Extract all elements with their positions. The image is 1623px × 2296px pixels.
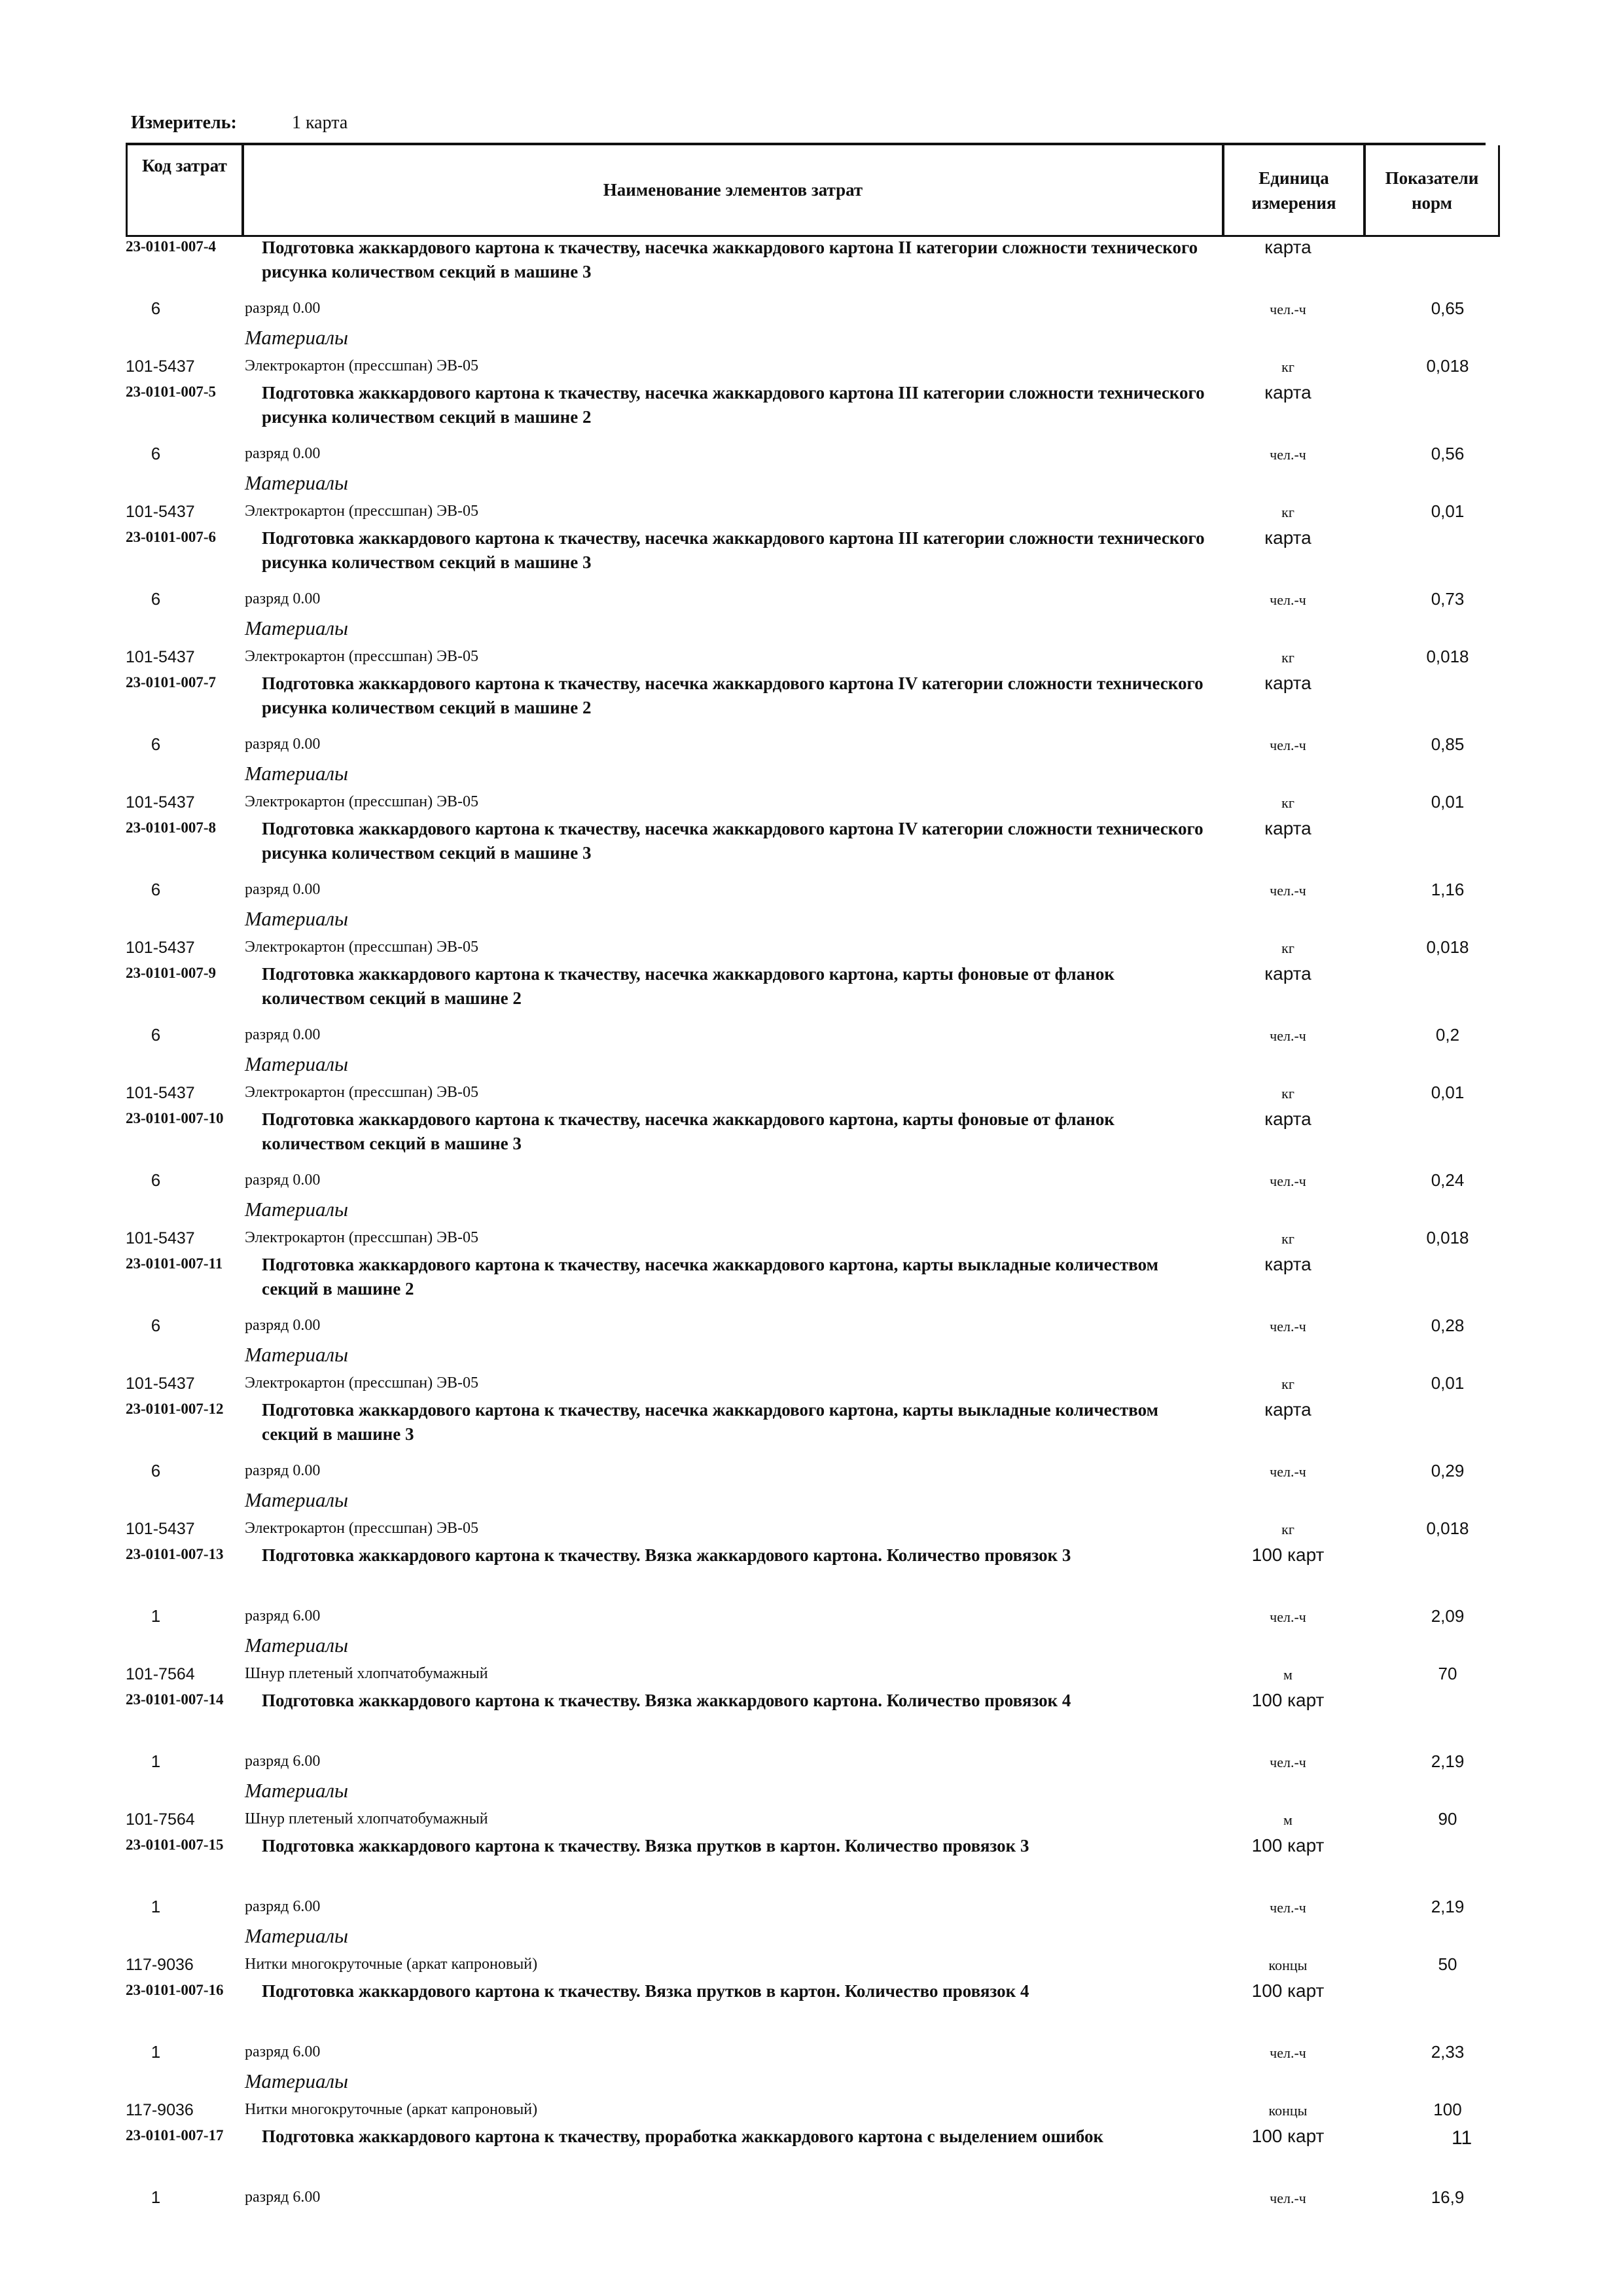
meter-line — [131, 113, 348, 134]
item-title-row — [126, 817, 1500, 876]
cost-item — [126, 2125, 1500, 2212]
labor-qty: 6 — [151, 1461, 161, 1480]
header-norm — [1364, 145, 1500, 237]
labor-qty: 6 — [151, 880, 161, 899]
labor-grade: разряд 6.00 — [245, 2189, 321, 2206]
header-unit-line1: Единица — [1258, 168, 1329, 188]
labor-value: 0,65 — [1431, 298, 1465, 318]
materials-heading-row — [126, 1340, 1500, 1369]
meter-label: Измеритель: — [131, 113, 237, 133]
material-row — [126, 1950, 1500, 1979]
material-value: 0,01 — [1431, 501, 1465, 521]
material-name: Электрокартон (прессшпан) ЭВ-05 — [245, 793, 478, 810]
item-title-row — [126, 381, 1500, 440]
cost-item — [126, 1107, 1500, 1253]
meter-value: 1 карта — [292, 113, 348, 133]
material-unit: кг — [1281, 1521, 1294, 1537]
item-title: Подготовка жаккардового картона к ткачеству, насечка жаккардового картона, карты выкладные количеством секций в машине 3 — [262, 1400, 1159, 1444]
material-unit: концы — [1268, 1957, 1308, 1973]
item-title-row — [126, 1398, 1500, 1457]
material-unit: концы — [1268, 2102, 1308, 2119]
item-code: 23-0101-007-8 — [126, 819, 216, 836]
item-title: Подготовка жаккардового картона к ткачеству, насечка жаккардового картона, карты фоновые от фланок количеством секций в машине 3 — [262, 1109, 1115, 1153]
item-title-row — [126, 1689, 1500, 1748]
labor-value: 0,2 — [1435, 1025, 1460, 1045]
materials-label: Материалы — [245, 471, 349, 494]
labor-row — [126, 730, 1500, 759]
materials-heading-row — [126, 905, 1500, 933]
labor-grade: разряд 0.00 — [245, 1026, 321, 1043]
materials-label: Материалы — [245, 1924, 349, 1947]
labor-grade: разряд 0.00 — [245, 1172, 321, 1189]
item-title-row — [126, 1979, 1500, 2038]
materials-heading-row — [126, 1631, 1500, 1660]
material-value: 0,01 — [1431, 1083, 1465, 1102]
item-code: 23-0101-007-4 — [126, 238, 216, 255]
labor-value: 0,56 — [1431, 444, 1465, 463]
item-title: Подготовка жаккардового картона к ткачеству, насечка жаккардового картона, карты фоновые от фланок количеством секций в машине 2 — [262, 964, 1115, 1008]
material-value: 0,018 — [1426, 1228, 1469, 1247]
material-unit: кг — [1281, 359, 1294, 375]
item-title-row — [126, 1834, 1500, 1893]
item-code: 23-0101-007-13 — [126, 1546, 224, 1562]
labor-value: 0,73 — [1431, 589, 1465, 609]
material-row — [126, 788, 1500, 817]
labor-grade: разряд 0.00 — [245, 1462, 321, 1479]
labor-unit: чел.-ч — [1270, 882, 1306, 899]
material-row — [126, 1805, 1500, 1834]
material-row — [126, 1079, 1500, 1107]
material-code: 101-5437 — [126, 1229, 195, 1247]
item-title: Подготовка жаккардового картона к ткачеству. Вязка жаккардового картона. Количество провязок 4 — [262, 1691, 1071, 1710]
cost-item — [126, 1398, 1500, 1543]
cost-item — [126, 1543, 1500, 1689]
labor-value: 1,16 — [1431, 880, 1465, 899]
material-unit: кг — [1281, 1230, 1294, 1247]
header-unit-line2: измерения — [1251, 192, 1336, 213]
item-code: 23-0101-007-7 — [126, 674, 216, 691]
material-name: Электрокартон (прессшпан) ЭВ-05 — [245, 648, 478, 665]
material-row — [126, 352, 1500, 381]
labor-row — [126, 1312, 1500, 1340]
labor-unit: чел.-ч — [1270, 1463, 1306, 1480]
materials-heading-row — [126, 2067, 1500, 2096]
cost-item — [126, 962, 1500, 1107]
item-title-row — [126, 236, 1500, 295]
material-code: 101-5437 — [126, 503, 195, 521]
labor-unit: чел.-ч — [1270, 737, 1306, 753]
labor-row — [126, 1602, 1500, 1631]
labor-unit: чел.-ч — [1270, 1028, 1306, 1044]
material-code: 101-7564 — [126, 1665, 195, 1683]
material-value: 0,018 — [1426, 647, 1469, 666]
labor-unit: чел.-ч — [1270, 2045, 1306, 2061]
material-unit: кг — [1281, 649, 1294, 666]
header-name: Наименование элементов затрат — [242, 145, 1224, 237]
labor-qty: 6 — [151, 298, 161, 318]
item-title-row — [126, 526, 1500, 585]
material-code: 101-5437 — [126, 1520, 195, 1538]
item-unit: 100 карт — [1251, 2126, 1325, 2146]
item-title-row — [126, 1543, 1500, 1602]
material-value: 90 — [1438, 1809, 1457, 1829]
item-code: 23-0101-007-15 — [126, 1837, 224, 1853]
cost-item — [126, 817, 1500, 962]
material-name: Электрокартон (прессшпан) ЭВ-05 — [245, 357, 478, 374]
material-name: Электрокартон (прессшпан) ЭВ-05 — [245, 939, 478, 956]
cost-item — [126, 1834, 1500, 1979]
item-unit: 100 карт — [1251, 1981, 1325, 2001]
material-value: 0,01 — [1431, 792, 1465, 812]
materials-label: Материалы — [245, 1343, 349, 1366]
materials-label: Материалы — [245, 617, 349, 639]
material-unit: кг — [1281, 1085, 1294, 1102]
labor-grade: разряд 0.00 — [245, 881, 321, 898]
labor-row — [126, 440, 1500, 469]
material-value: 50 — [1438, 1954, 1457, 1974]
labor-unit: чел.-ч — [1270, 1899, 1306, 1916]
labor-unit: чел.-ч — [1270, 1173, 1306, 1189]
item-unit: 100 карт — [1251, 1545, 1325, 1565]
item-code: 23-0101-007-14 — [126, 1691, 224, 1708]
cost-item — [126, 672, 1500, 817]
materials-heading-row — [126, 1922, 1500, 1950]
item-code: 23-0101-007-12 — [126, 1401, 224, 1417]
labor-row — [126, 1166, 1500, 1195]
material-unit: м — [1283, 1812, 1293, 1828]
item-title: Подготовка жаккардового картона к ткачеству, насечка жаккардового картона IV категории сложности технического рисунка количеством секций в машине 2 — [262, 673, 1204, 717]
cost-item — [126, 1253, 1500, 1398]
material-value: 0,01 — [1431, 1373, 1465, 1393]
materials-label: Материалы — [245, 1052, 349, 1075]
labor-unit: чел.-ч — [1270, 1754, 1306, 1770]
materials-heading-row — [126, 1776, 1500, 1805]
header-norm-line2: норм — [1411, 192, 1453, 213]
labor-row — [126, 295, 1500, 323]
material-name: Нитки многокруточные (аркат капроновый) — [245, 1956, 538, 1973]
labor-row — [126, 2038, 1500, 2067]
material-code: 101-7564 — [126, 1810, 195, 1829]
item-title: Подготовка жаккардового картона к ткачеству, насечка жаккардового картона II категории сложности технического рисунка количеством секций в машине 3 — [262, 238, 1198, 281]
materials-label: Материалы — [245, 326, 349, 349]
material-row — [126, 933, 1500, 962]
material-value: 100 — [1433, 2100, 1462, 2119]
item-title-row — [126, 2125, 1500, 2183]
material-row — [126, 643, 1500, 672]
labor-value: 2,33 — [1431, 2042, 1465, 2062]
material-code: 101-5437 — [126, 648, 195, 666]
header-norm-line1: Показатели — [1385, 168, 1479, 188]
labor-grade: разряд 0.00 — [245, 445, 321, 462]
item-unit: 100 карт — [1251, 1690, 1325, 1710]
labor-value: 0,85 — [1431, 734, 1465, 754]
item-unit: карта — [1264, 382, 1311, 403]
materials-heading-row — [126, 323, 1500, 352]
labor-qty: 6 — [151, 589, 161, 609]
item-code: 23-0101-007-11 — [126, 1255, 223, 1272]
material-code: 101-5437 — [126, 939, 195, 957]
labor-grade: разряд 0.00 — [245, 590, 321, 607]
materials-label: Материалы — [245, 1488, 349, 1511]
labor-value: 0,29 — [1431, 1461, 1465, 1480]
labor-qty: 1 — [151, 2042, 161, 2062]
materials-heading-row — [126, 1486, 1500, 1515]
labor-value: 2,09 — [1431, 1606, 1465, 1626]
labor-grade: разряд 0.00 — [245, 1317, 321, 1334]
item-title: Подготовка жаккардового картона к ткачеству, насечка жаккардового картона, карты выкладные количеством секций в машине 2 — [262, 1255, 1159, 1299]
labor-grade: разряд 0.00 — [245, 300, 321, 317]
item-title: Подготовка жаккардового картона к ткачеству, насечка жаккардового картона IV категории сложности технического рисунка количеством секций в машине 3 — [262, 819, 1204, 863]
material-name: Шнур плетеный хлопчатобумажный — [245, 1810, 488, 1827]
labor-row — [126, 1748, 1500, 1776]
labor-row — [126, 585, 1500, 614]
labor-unit: чел.-ч — [1270, 301, 1306, 317]
material-unit: кг — [1281, 795, 1294, 811]
labor-row — [126, 876, 1500, 905]
materials-label: Материалы — [245, 1779, 349, 1802]
labor-value: 0,24 — [1431, 1170, 1465, 1190]
material-row — [126, 497, 1500, 526]
material-unit: кг — [1281, 504, 1294, 520]
material-name: Электрокартон (прессшпан) ЭВ-05 — [245, 503, 478, 520]
material-row — [126, 1515, 1500, 1543]
material-name: Электрокартон (прессшпан) ЭВ-05 — [245, 1084, 478, 1101]
item-unit: карта — [1264, 237, 1311, 257]
labor-unit: чел.-ч — [1270, 1318, 1306, 1335]
material-code: 117-9036 — [126, 1956, 194, 1974]
item-unit: карта — [1264, 673, 1311, 693]
item-title-row — [126, 962, 1500, 1021]
cost-item — [126, 526, 1500, 672]
item-title: Подготовка жаккардового картона к ткачеству. Вязка жаккардового картона. Количество провязок 3 — [262, 1545, 1071, 1565]
cost-items-list — [126, 236, 1500, 2212]
cost-item — [126, 381, 1500, 526]
labor-grade: разряд 6.00 — [245, 1898, 321, 1915]
item-unit: карта — [1264, 963, 1311, 984]
labor-qty: 1 — [151, 1751, 161, 1771]
material-name: Электрокартон (прессшпан) ЭВ-05 — [245, 1520, 478, 1537]
cost-item — [126, 236, 1500, 381]
labor-unit: чел.-ч — [1270, 2190, 1306, 2206]
material-value: 0,018 — [1426, 356, 1469, 376]
materials-heading-row — [126, 1050, 1500, 1079]
labor-qty: 1 — [151, 2187, 161, 2207]
header-code: Код затрат — [126, 145, 243, 237]
materials-heading-row — [126, 1195, 1500, 1224]
labor-qty: 6 — [151, 1316, 161, 1335]
material-value: 0,018 — [1426, 1518, 1469, 1538]
labor-qty: 1 — [151, 1606, 161, 1626]
item-title: Подготовка жаккардового картона к ткачеству, проработка жаккардового картона с выделением ошибок — [262, 2126, 1104, 2146]
labor-value: 2,19 — [1431, 1897, 1465, 1916]
header-unit — [1222, 145, 1365, 237]
labor-row — [126, 1457, 1500, 1486]
materials-label: Материалы — [245, 762, 349, 785]
material-value: 0,018 — [1426, 937, 1469, 957]
material-code: 101-5437 — [126, 1084, 195, 1102]
item-title: Подготовка жаккардового картона к ткачеству, насечка жаккардового картона III категории сложности технического рисунка количеством секций в машине 2 — [262, 383, 1205, 427]
labor-grade: разряд 6.00 — [245, 2043, 321, 2060]
item-title-row — [126, 672, 1500, 730]
material-name: Шнур плетеный хлопчатобумажный — [245, 1665, 488, 1682]
labor-qty: 6 — [151, 444, 161, 463]
labor-row — [126, 1893, 1500, 1922]
material-name: Электрокартон (прессшпан) ЭВ-05 — [245, 1374, 478, 1391]
labor-qty: 6 — [151, 1025, 161, 1045]
item-unit: карта — [1264, 528, 1311, 548]
item-title: Подготовка жаккардового картона к ткачеству, насечка жаккардового картона III категории сложности технического рисунка количеством секций в машине 3 — [262, 528, 1205, 572]
page-number: 11 — [1452, 2127, 1472, 2149]
item-unit: карта — [1264, 1109, 1311, 1129]
item-title: Подготовка жаккардового картона к ткачеству. Вязка прутков в картон. Количество провязок 3 — [262, 1836, 1029, 1856]
materials-label: Материалы — [245, 1634, 349, 1657]
item-code: 23-0101-007-5 — [126, 384, 216, 400]
labor-row — [126, 2183, 1500, 2212]
labor-value: 2,19 — [1431, 1751, 1465, 1771]
item-code: 23-0101-007-10 — [126, 1110, 224, 1126]
material-row — [126, 2096, 1500, 2125]
materials-label: Материалы — [245, 907, 349, 930]
material-name: Электрокартон (прессшпан) ЭВ-05 — [245, 1229, 478, 1246]
material-row — [126, 1224, 1500, 1253]
item-unit: 100 карт — [1251, 1835, 1325, 1856]
item-title-row — [126, 1253, 1500, 1312]
material-name: Нитки многокруточные (аркат капроновый) — [245, 2101, 538, 2118]
item-code: 23-0101-007-6 — [126, 529, 216, 545]
labor-unit: чел.-ч — [1270, 592, 1306, 608]
item-unit: карта — [1264, 818, 1311, 838]
labor-qty: 6 — [151, 734, 161, 754]
cost-item — [126, 1979, 1500, 2125]
labor-value: 16,9 — [1431, 2187, 1465, 2207]
labor-grade: разряд 6.00 — [245, 1607, 321, 1624]
material-row — [126, 1660, 1500, 1689]
labor-qty: 6 — [151, 1170, 161, 1190]
labor-qty: 1 — [151, 1897, 161, 1916]
item-title-row — [126, 1107, 1500, 1166]
material-unit: кг — [1281, 1376, 1294, 1392]
material-code: 101-5437 — [126, 793, 195, 812]
labor-grade: разряд 6.00 — [245, 1753, 321, 1770]
labor-unit: чел.-ч — [1270, 446, 1306, 463]
labor-row — [126, 1021, 1500, 1050]
material-value: 70 — [1438, 1664, 1457, 1683]
labor-value: 0,28 — [1431, 1316, 1465, 1335]
item-unit: карта — [1264, 1254, 1311, 1274]
material-code: 117-9036 — [126, 2101, 194, 2119]
cost-item — [126, 1689, 1500, 1834]
material-code: 101-5437 — [126, 1374, 195, 1393]
material-unit: кг — [1281, 940, 1294, 956]
item-code: 23-0101-007-17 — [126, 2127, 224, 2144]
material-code: 101-5437 — [126, 357, 195, 376]
materials-heading-row — [126, 469, 1500, 497]
materials-heading-row — [126, 759, 1500, 788]
materials-label: Материалы — [245, 1198, 349, 1221]
item-code: 23-0101-007-16 — [126, 1982, 224, 1998]
item-unit: карта — [1264, 1399, 1311, 1420]
material-unit: м — [1283, 1666, 1293, 1683]
material-row — [126, 1369, 1500, 1398]
item-title: Подготовка жаккардового картона к ткачеству. Вязка прутков в картон. Количество провязок 4 — [262, 1981, 1029, 2001]
materials-label: Материалы — [245, 2070, 349, 2092]
labor-grade: разряд 0.00 — [245, 736, 321, 753]
table-header — [126, 143, 1486, 237]
item-code: 23-0101-007-9 — [126, 965, 216, 981]
materials-heading-row — [126, 614, 1500, 643]
labor-unit: чел.-ч — [1270, 1609, 1306, 1625]
